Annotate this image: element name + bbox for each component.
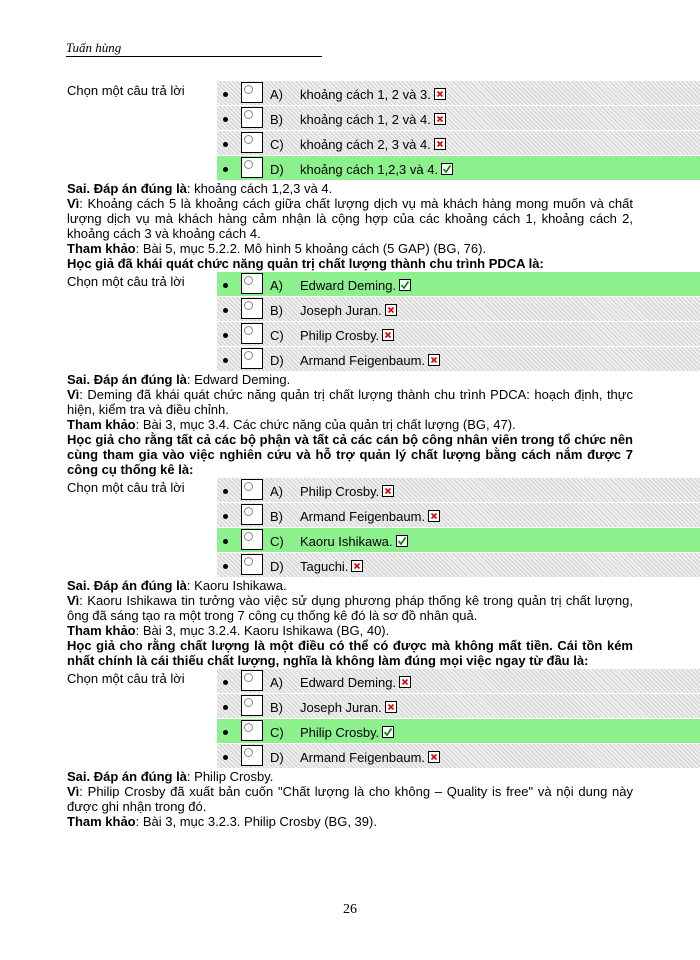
- radio-circle-icon: [244, 160, 253, 169]
- bullet-icon: [223, 489, 228, 494]
- feedback-4: Sai. Đáp án đúng là: Philip Crosby. Vì: Philip Crosby đã xuất bản cuốn "Chất lượng là cho không – Quality is free" và nội dung này được ghi nhận trong đó. Tham khảo: Bài 3, mục 3.2.3. Philip Crosby (BG, 39).: [67, 769, 633, 829]
- wrong-mark-icon: [351, 560, 363, 572]
- reference-label: Tham khảo: [67, 241, 136, 256]
- option-c[interactable]: [217, 322, 700, 346]
- answer-prompt: Chọn một câu trả lời: [67, 83, 185, 98]
- option-text: khoảng cách 1, 2 và 3.: [300, 87, 431, 102]
- reference-label: Tham khảo: [67, 814, 136, 829]
- quiz-content: [67, 80, 633, 829]
- option-d[interactable]: [217, 347, 700, 371]
- radio-circle-icon: [244, 276, 253, 285]
- radio-circle-icon: [244, 482, 253, 491]
- bullet-icon: [223, 92, 228, 97]
- wrong-mark-icon: [385, 701, 397, 713]
- option-b[interactable]: [217, 106, 700, 130]
- correct-check-icon: [399, 279, 411, 291]
- option-text: Philip Crosby.: [300, 328, 380, 343]
- options-list: [217, 478, 700, 578]
- bullet-icon: [223, 167, 228, 172]
- reason-text: Deming đã khái quát chức năng quản trị chất lượng thành chu trình PDCA: hoạch định, thực hiện, kiểm tra và điều chỉnh.: [67, 387, 633, 417]
- radio-button[interactable]: [241, 554, 263, 575]
- reference-label: Tham khảo: [67, 417, 136, 432]
- correct-answer: Edward Deming.: [194, 372, 291, 387]
- question-block-4: [67, 669, 633, 769]
- reference-text: Bài 5, mục 5.2.2. Mô hình 5 khoảng cách (5 GAP) (BG, 76).: [142, 241, 487, 256]
- correct-answer: Kaoru Ishikawa.: [194, 578, 287, 593]
- bullet-icon: [223, 755, 228, 760]
- radio-circle-icon: [244, 301, 253, 310]
- bullet-icon: [223, 730, 228, 735]
- option-letter: C): [270, 725, 284, 740]
- question-block-2: [67, 272, 633, 372]
- bullet-icon: [223, 142, 228, 147]
- correct-check-icon: [396, 535, 408, 547]
- reference-label: Tham khảo: [67, 623, 136, 638]
- option-c[interactable]: [217, 719, 700, 743]
- option-a[interactable]: [217, 669, 700, 693]
- wrong-mark-icon: [434, 113, 446, 125]
- wrong-mark-icon: [434, 88, 446, 100]
- option-letter: D): [270, 559, 284, 574]
- radio-button[interactable]: [241, 157, 263, 178]
- bullet-icon: [223, 308, 228, 313]
- radio-button[interactable]: [241, 745, 263, 766]
- radio-circle-icon: [244, 532, 253, 541]
- radio-circle-icon: [244, 135, 253, 144]
- reason-text: Khoảng cách 5 là khoảng cách giữa chất lượng dịch vụ mà khách hàng mong muốn và chất lượng dịch vụ mà khách hàng cảm nhận là cộng hợp của các khoảng cách 1, khoảng cách 2, khoảng cách 3 và khoảng cách 4.: [67, 196, 633, 241]
- radio-button[interactable]: [241, 504, 263, 525]
- option-letter: C): [270, 328, 284, 343]
- radio-button[interactable]: [241, 323, 263, 344]
- option-letter: D): [270, 353, 284, 368]
- bullet-icon: [223, 564, 228, 569]
- feedback-2: Sai. Đáp án đúng là: Edward Deming. Vì: Deming đã khái quát chức năng quản trị chất lượng thành chu trình PDCA: hoạch định, thực hiện, kiểm tra và điều chỉnh. Tham khảo: Bài 3, mục 3.4. Các chức năng của quản trị chất lượng (BG, 47).: [67, 372, 633, 432]
- radio-button[interactable]: [241, 479, 263, 500]
- option-text: Kaoru Ishikawa.: [300, 534, 393, 549]
- correct-check-icon: [382, 726, 394, 738]
- bullet-icon: [223, 283, 228, 288]
- wrong-answer-label: Sai. Đáp án đúng là: [67, 769, 187, 784]
- bullet-icon: [223, 117, 228, 122]
- feedback-1: Sai. Đáp án đúng là: khoảng cách 1,2,3 và 4. Vì: Khoảng cách 5 là khoảng cách giữa chất lượng dịch vụ mà khách hàng mong muốn và chất lượng dịch vụ mà khách hàng cảm nhận là cộng hợp của các khoảng cách 1, khoảng cách 2, khoảng cách 3 và khoảng cách 4. Tham khảo: Bài 5, mục 5.2.2. Mô hình 5 khoảng cách (5 GAP) (BG, 76).: [67, 181, 633, 256]
- options-list: [217, 81, 700, 181]
- radio-button[interactable]: [241, 529, 263, 550]
- option-letter: A): [270, 675, 283, 690]
- option-letter: B): [270, 509, 283, 524]
- radio-button[interactable]: [241, 298, 263, 319]
- reason-label: Vì: [67, 196, 80, 211]
- question-block-1: [67, 81, 633, 181]
- bullet-icon: [223, 333, 228, 338]
- options-list: [217, 669, 700, 769]
- answer-prompt: Chọn một câu trả lời: [67, 480, 185, 495]
- radio-button[interactable]: [241, 348, 263, 369]
- answer-prompt: Chọn một câu trả lời: [67, 274, 185, 289]
- wrong-mark-icon: [428, 751, 440, 763]
- option-text: Philip Crosby.: [300, 725, 380, 740]
- answer-prompt: Chọn một câu trả lời: [67, 671, 185, 686]
- radio-circle-icon: [244, 85, 253, 94]
- option-text: Armand Feigenbaum.: [300, 750, 426, 765]
- radio-button[interactable]: [241, 82, 263, 103]
- reference-text: Bài 3, mục 3.4. Các chức năng của quản trị chất lượng (BG, 47).: [142, 417, 516, 432]
- option-letter: D): [270, 750, 284, 765]
- bullet-icon: [223, 514, 228, 519]
- option-d[interactable]: [217, 744, 700, 768]
- page-number: 26: [343, 902, 357, 917]
- radio-circle-icon: [244, 723, 253, 732]
- option-text: Joseph Juran.: [300, 700, 382, 715]
- question-block-3: [67, 478, 633, 578]
- option-letter: D): [270, 162, 284, 177]
- option-letter: C): [270, 137, 284, 152]
- option-text: khoảng cách 1, 2 và 4.: [300, 112, 431, 127]
- option-c[interactable]: [217, 131, 700, 155]
- option-b[interactable]: [217, 297, 700, 321]
- option-letter: A): [270, 484, 283, 499]
- option-text: Philip Crosby.: [300, 484, 380, 499]
- option-text: Edward Deming.: [300, 278, 397, 293]
- reason-label: Vì: [67, 593, 80, 608]
- wrong-mark-icon: [385, 304, 397, 316]
- option-d[interactable]: [217, 553, 700, 577]
- radio-button[interactable]: [241, 670, 263, 691]
- option-letter: A): [270, 87, 283, 102]
- reason-label: Vì: [67, 387, 80, 402]
- option-text: khoảng cách 2, 3 và 4.: [300, 137, 431, 152]
- option-b[interactable]: [217, 503, 700, 527]
- correct-check-icon: [441, 163, 453, 175]
- option-d[interactable]: [217, 156, 700, 180]
- radio-circle-icon: [244, 351, 253, 360]
- option-text: khoảng cách 1,2,3 và 4.: [300, 162, 439, 177]
- wrong-mark-icon: [382, 329, 394, 341]
- option-letter: A): [270, 278, 283, 293]
- wrong-mark-icon: [399, 676, 411, 688]
- bullet-icon: [223, 539, 228, 544]
- reason-text: Kaoru Ishikawa tin tưởng vào việc sử dụng phương pháp thống kê trong quản trị chất lượng, ông đã sáng tạo ra một trong 7 công cụ thống kê đó là sơ đồ nhân quả.: [67, 593, 633, 623]
- option-text: Edward Deming.: [300, 675, 397, 690]
- wrong-mark-icon: [382, 485, 394, 497]
- reference-text: Bài 3, mục 3.2.4. Kaoru Ishikawa (BG, 40).: [142, 623, 390, 638]
- reason-label: Vì: [67, 784, 80, 799]
- reason-text: Philip Crosby đã xuất bản cuốn "Chất lượng là cho không – Quality is free" và nội dung này được ghi nhận trong đó.: [67, 784, 633, 814]
- question-text-3: Học giả cho rằng tất cả các bộ phận và tất cả các cán bộ công nhân viên trong tổ chức nên cùng tham gia vào việc nghiên cứu và hỗ trợ quản lý chất lượng bằng cách nắm được 7 công cụ thống kê là:: [67, 432, 633, 477]
- wrong-answer-label: Sai. Đáp án đúng là: [67, 578, 187, 593]
- option-letter: B): [270, 112, 283, 127]
- radio-circle-icon: [244, 748, 253, 757]
- question-text-2: Học giả đã khái quát chức năng quản trị chất lượng thành chu trình PDCA là:: [67, 256, 544, 271]
- option-text: Armand Feigenbaum.: [300, 353, 426, 368]
- radio-circle-icon: [244, 326, 253, 335]
- radio-button[interactable]: [241, 720, 263, 741]
- wrong-mark-icon: [434, 138, 446, 150]
- bullet-icon: [223, 358, 228, 363]
- radio-button[interactable]: [241, 132, 263, 153]
- radio-circle-icon: [244, 673, 253, 682]
- wrong-answer-label: Sai. Đáp án đúng là: [67, 372, 187, 387]
- option-letter: B): [270, 700, 283, 715]
- option-c[interactable]: [217, 528, 700, 552]
- bullet-icon: [223, 705, 228, 710]
- option-b[interactable]: [217, 694, 700, 718]
- option-letter: C): [270, 534, 284, 549]
- radio-circle-icon: [244, 557, 253, 566]
- bullet-icon: [223, 680, 228, 685]
- option-text: Armand Feigenbaum.: [300, 509, 426, 524]
- option-text: Taguchi.: [300, 559, 349, 574]
- reference-text: Bài 3, mục 3.2.3. Philip Crosby (BG, 39).: [142, 814, 377, 829]
- feedback-3: Sai. Đáp án đúng là: Kaoru Ishikawa. Vì: Kaoru Ishikawa tin tưởng vào việc sử dụng phương pháp thống kê trong quản trị chất lượng, ông đã sáng tạo ra một trong 7 công cụ thống kê đó là sơ đồ nhân quả. Tham khảo: Bài 3, mục 3.2.4. Kaoru Ishikawa (BG, 40).: [67, 578, 633, 638]
- page-header: Tuấn hùng: [66, 40, 322, 57]
- wrong-answer-label: Sai. Đáp án đúng là: [67, 181, 187, 196]
- correct-answer: Philip Crosby.: [194, 769, 274, 784]
- wrong-mark-icon: [428, 510, 440, 522]
- wrong-mark-icon: [428, 354, 440, 366]
- radio-circle-icon: [244, 507, 253, 516]
- radio-circle-icon: [244, 698, 253, 707]
- question-text-4: Học giả cho rằng chất lượng là một điều có thể có được mà không mất tiền. Cái tồn kém nhất chính là cái thiếu chất lượng, nghĩa là không làm đúng mọi việc ngay từ đầu là:: [67, 638, 633, 668]
- options-list: [217, 272, 700, 372]
- option-letter: B): [270, 303, 283, 318]
- radio-button[interactable]: [241, 273, 263, 294]
- radio-circle-icon: [244, 110, 253, 119]
- option-a[interactable]: [217, 81, 700, 105]
- option-a[interactable]: [217, 478, 700, 502]
- radio-button[interactable]: [241, 695, 263, 716]
- radio-button[interactable]: [241, 107, 263, 128]
- correct-answer: khoảng cách 1,2,3 và 4.: [194, 181, 333, 196]
- option-a[interactable]: [217, 272, 700, 296]
- option-text: Joseph Juran.: [300, 303, 382, 318]
